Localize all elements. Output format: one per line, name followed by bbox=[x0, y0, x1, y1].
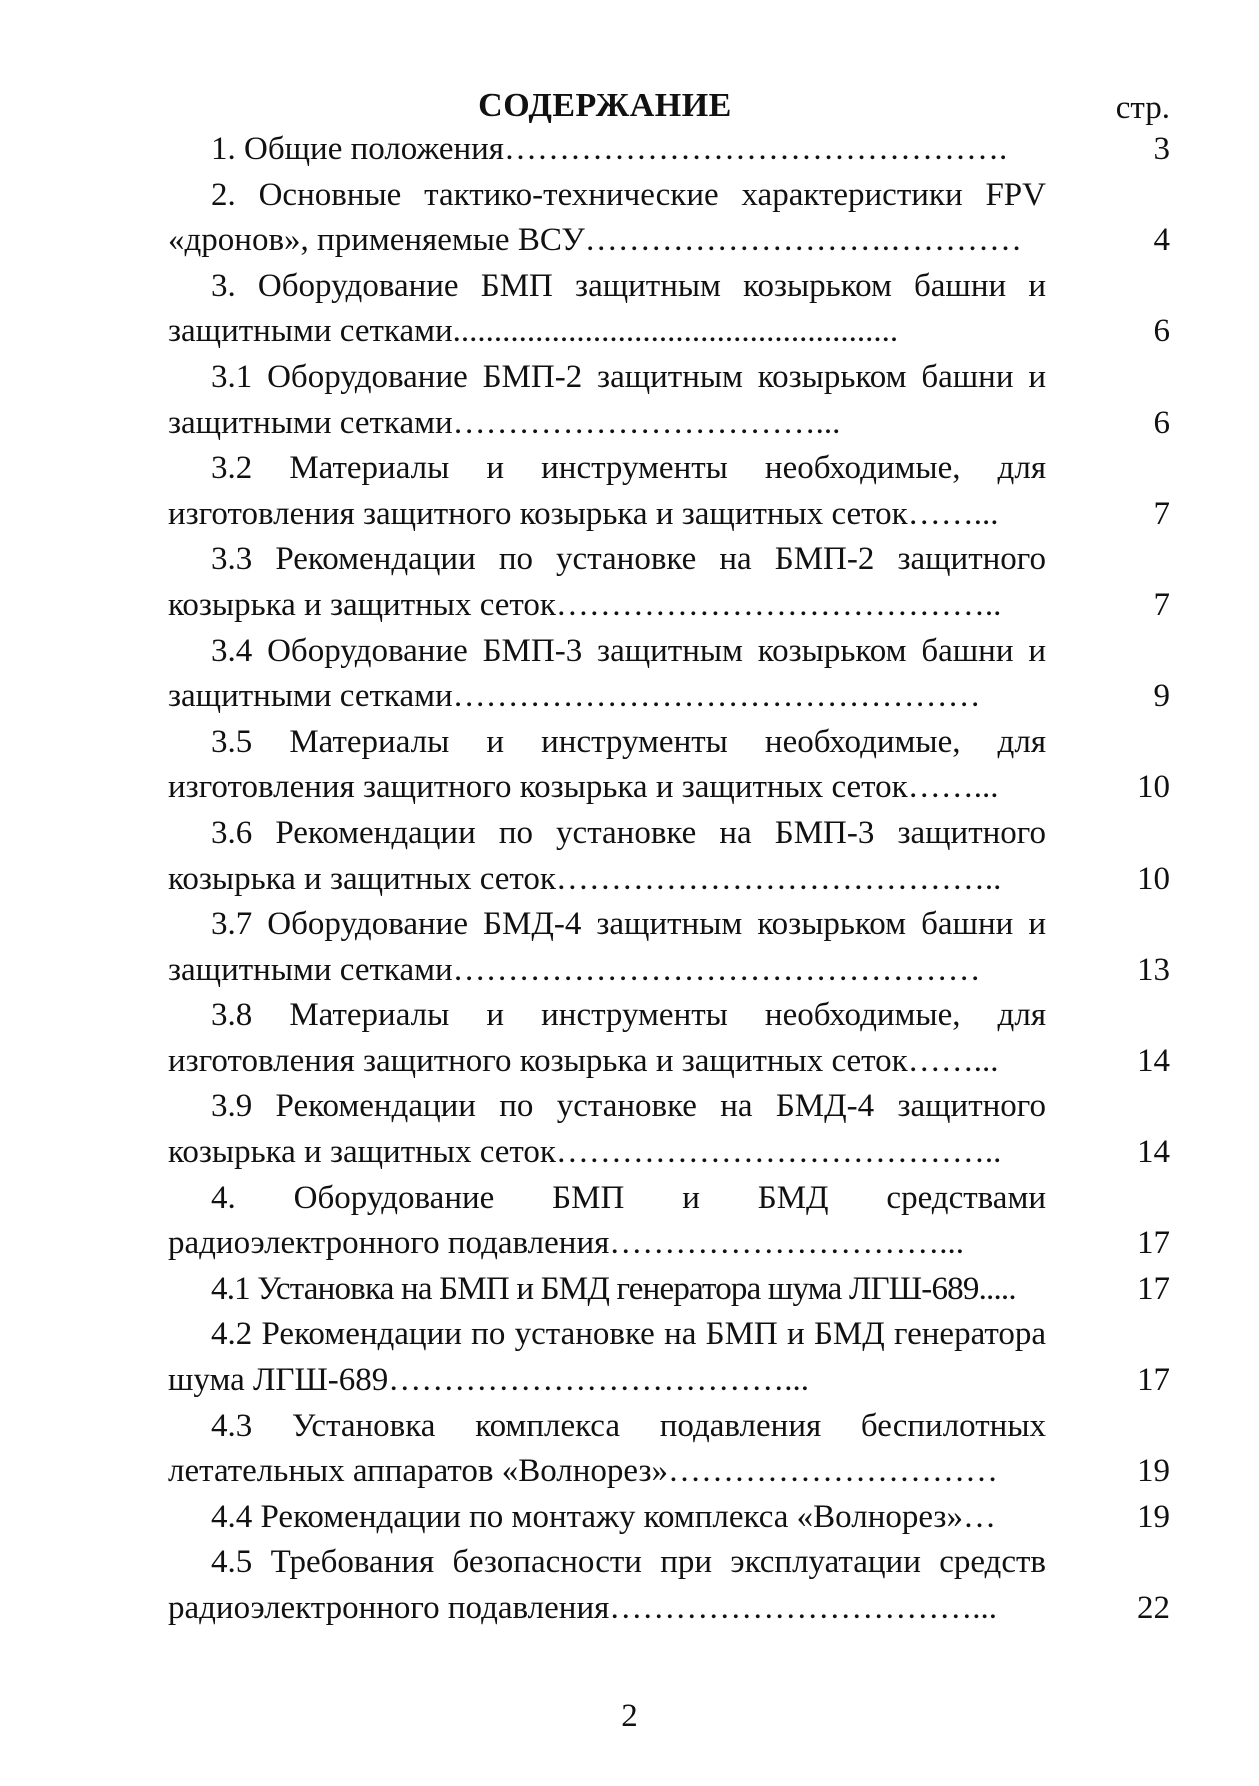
toc-entry-page: 6 bbox=[1153, 313, 1170, 350]
toc-entry[interactable] bbox=[168, 355, 1170, 446]
toc-entry-text: 3.5 Материалы и инструменты необходимые, для изготовления защитного козырька и защитных сеток……... bbox=[168, 723, 1046, 806]
toc-entry[interactable] bbox=[168, 446, 1170, 537]
table-of-contents bbox=[168, 127, 1170, 1632]
toc-entry-text: 4.5 Требования безопасности при эксплуатации средств радиоэлектронного подавления……………………………... bbox=[168, 1544, 1046, 1626]
toc-entry[interactable] bbox=[168, 1312, 1170, 1403]
toc-entry-page: 10 bbox=[1137, 860, 1170, 897]
toc-entry-text: 3.3 Рекомендации по установке на БМП-2 защитного козырька и защитных сеток………………………………….. bbox=[168, 541, 1046, 623]
toc-entry-text: 4.4 Рекомендации по монтажу комплекса «Волнорез»… bbox=[211, 1498, 996, 1535]
toc-entry[interactable] bbox=[168, 1495, 1170, 1541]
toc-entry-page: 4 bbox=[1153, 222, 1170, 259]
toc-entry-page: 13 bbox=[1137, 951, 1170, 988]
toc-entry-page: 9 bbox=[1153, 678, 1170, 715]
toc-entry-page: 19 bbox=[1137, 1498, 1170, 1535]
toc-entry-page: 17 bbox=[1137, 1225, 1170, 1262]
toc-entry[interactable] bbox=[168, 720, 1170, 811]
page-title: СОДЕРЖАНИЕ bbox=[478, 87, 732, 124]
toc-entry[interactable] bbox=[168, 173, 1170, 264]
toc-entry[interactable] bbox=[168, 1404, 1170, 1495]
toc-entry-page: 22 bbox=[1137, 1590, 1170, 1626]
toc-entry-text: 3.4 Оборудование БМП-3 защитным козырьком башни и защитными сетками………………………………………… bbox=[168, 632, 1046, 715]
toc-entry-text: 3.2 Материалы и инструменты необходимые, для изготовления защитного козырька и защитных сеток……... bbox=[168, 450, 1046, 532]
toc-entry-text: 4. Оборудование БМП и БМД средствами радиоэлектронного подавления…………………………... bbox=[168, 1179, 1046, 1262]
toc-entry-text: 4.1 Установка на БМП и БМД генератора шума ЛГШ-689..... bbox=[211, 1270, 1016, 1307]
toc-entry-page: 6 bbox=[1153, 404, 1170, 441]
toc-entry[interactable] bbox=[168, 629, 1170, 720]
toc-entry[interactable] bbox=[168, 1176, 1170, 1267]
toc-entry-text: 3.7 Оборудование БМД-4 защитным козырьком башни и защитными сетками………………………………………… bbox=[168, 906, 1046, 988]
toc-entry[interactable] bbox=[168, 811, 1170, 902]
toc-entry[interactable] bbox=[168, 1084, 1170, 1175]
toc-entry-page: 14 bbox=[1137, 1042, 1170, 1079]
toc-entry-text: 1. Общие положения………………………………………. bbox=[211, 131, 1008, 167]
toc-entry-page: 17 bbox=[1137, 1270, 1170, 1307]
footer-page-number: 2 bbox=[621, 1698, 638, 1734]
toc-entry-text: 3.9 Рекомендации по установке на БМД-4 защитного козырька и защитных сеток………………………………….. bbox=[168, 1088, 1046, 1171]
toc-entry[interactable] bbox=[168, 537, 1170, 628]
toc-entry-page: 10 bbox=[1137, 769, 1170, 806]
toc-entry-page: 7 bbox=[1153, 495, 1170, 532]
toc-entry-text: 3.8 Материалы и инструменты необходимые, для изготовления защитного козырька и защитных сеток……... bbox=[168, 997, 1046, 1079]
toc-entry-text: 3.6 Рекомендации по установке на БМП-3 защитного козырька и защитных сеток………………………………….. bbox=[168, 814, 1046, 897]
toc-entry-text: 2. Основные тактико-технические характеристики FPV «дронов», применяемые ВСУ……………………….………… bbox=[168, 176, 1046, 259]
toc-entry[interactable] bbox=[168, 993, 1170, 1084]
toc-entry-page: 3 bbox=[1153, 131, 1170, 167]
page-column-label: стр. bbox=[1115, 90, 1170, 126]
toc-entry-page: 17 bbox=[1137, 1362, 1170, 1399]
toc-entry[interactable] bbox=[168, 1540, 1170, 1631]
toc-entry-page: 7 bbox=[1153, 586, 1170, 623]
toc-entry-text: 3. Оборудование БМП защитным козырьком башни и защитными сетками...................................................... bbox=[168, 267, 1046, 350]
toc-entry-text: 4.2 Рекомендации по установке на БМП и БМД генератора шума ЛГШ-689………………………………... bbox=[168, 1316, 1046, 1399]
toc-entry-page: 14 bbox=[1137, 1134, 1170, 1171]
toc-entry-text: 4.3 Установка комплекса подавления беспилотных летательных аппаратов «Волнорез»………………………… bbox=[168, 1407, 1046, 1490]
toc-entry[interactable] bbox=[168, 1267, 1170, 1313]
toc-entry[interactable] bbox=[168, 264, 1170, 355]
toc-entry[interactable] bbox=[168, 127, 1170, 173]
toc-entry-text: 3.1 Оборудование БМП-2 защитным козырьком башни и защитными сетками……………………………... bbox=[168, 358, 1046, 441]
toc-entry[interactable] bbox=[168, 902, 1170, 993]
toc-entry-page: 19 bbox=[1137, 1453, 1170, 1490]
